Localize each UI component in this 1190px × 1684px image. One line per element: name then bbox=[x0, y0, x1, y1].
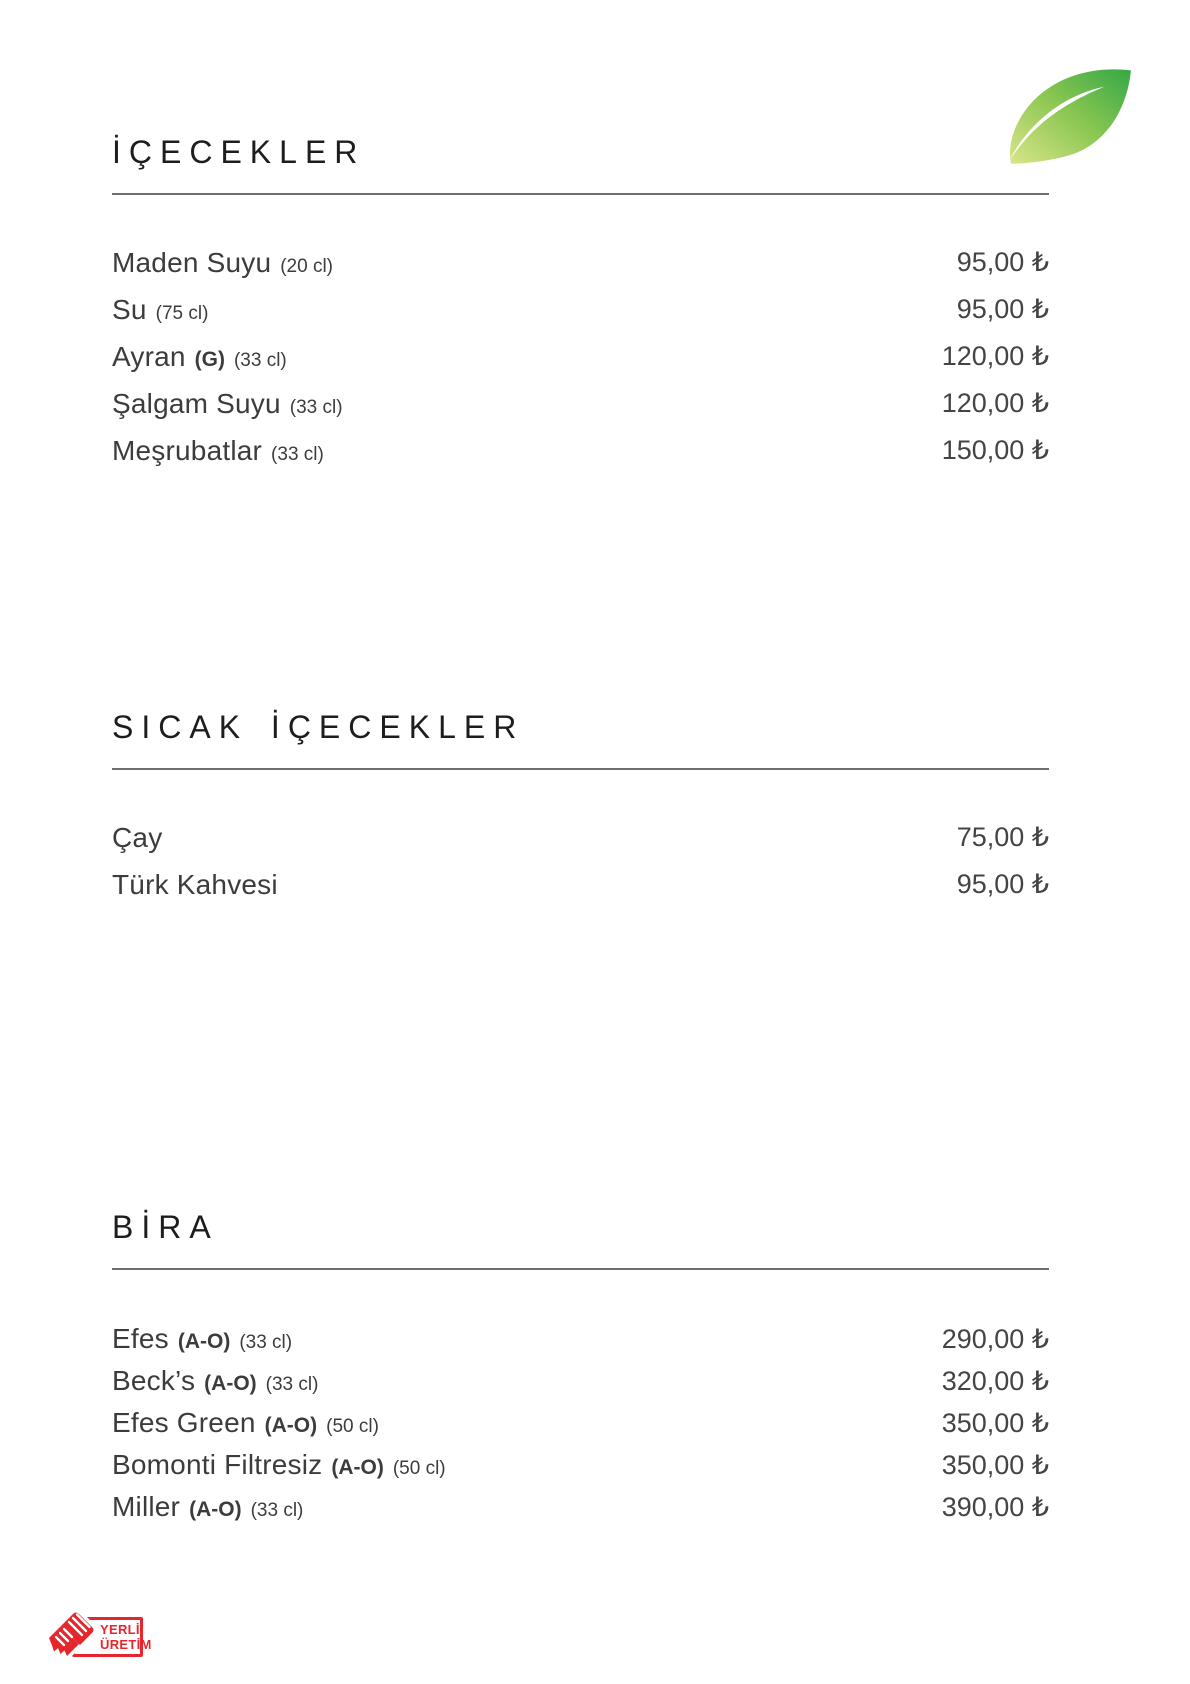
section-divider bbox=[112, 768, 1049, 770]
item-name: Ayran bbox=[112, 340, 186, 372]
item-name: Su bbox=[112, 293, 147, 325]
item-list bbox=[112, 239, 1049, 474]
section-sicak-icecekler bbox=[112, 709, 1049, 908]
item-allergen-tag: (A-O) bbox=[264, 1414, 318, 1437]
item-name: Bomonti Filtresiz bbox=[112, 1449, 323, 1480]
menu-item-row bbox=[112, 1402, 1049, 1444]
item-label bbox=[112, 341, 287, 373]
item-price: 95,00 ₺ bbox=[956, 869, 1049, 899]
item-size: (33 cl) bbox=[265, 1374, 319, 1395]
item-price: 390,00 ₺ bbox=[941, 1491, 1049, 1522]
item-name: Türk Kahvesi bbox=[112, 868, 278, 900]
yerli-uretim-badge bbox=[45, 1612, 152, 1658]
item-name: Efes bbox=[112, 1323, 169, 1354]
section-divider bbox=[112, 193, 1049, 195]
item-size: (33 cl) bbox=[271, 443, 324, 465]
item-allergen-tag: (A-O) bbox=[204, 1372, 257, 1395]
item-price: 120,00 ₺ bbox=[941, 388, 1049, 418]
item-label bbox=[112, 822, 162, 854]
menu-item-row bbox=[112, 1444, 1049, 1486]
item-name: Çay bbox=[112, 821, 163, 853]
item-price: 320,00 ₺ bbox=[941, 1365, 1049, 1396]
item-allergen-tag: (A-O) bbox=[189, 1498, 242, 1521]
item-price: 350,00 ₺ bbox=[941, 1407, 1049, 1438]
item-price: 95,00 ₺ bbox=[956, 294, 1049, 324]
menu-item-row bbox=[112, 333, 1049, 380]
item-size: (33 cl) bbox=[250, 1500, 304, 1521]
item-size: (33 cl) bbox=[289, 396, 343, 418]
section-title: SICAK İÇECEKLER bbox=[112, 709, 525, 745]
section-bira bbox=[112, 1209, 1049, 1528]
menu-item-row bbox=[112, 1360, 1049, 1402]
item-size: (75 cl) bbox=[155, 302, 209, 324]
item-label bbox=[112, 1323, 292, 1355]
item-price: 350,00 ₺ bbox=[941, 1449, 1049, 1480]
menu-item-row bbox=[112, 286, 1049, 333]
item-size: (50 cl) bbox=[326, 1416, 379, 1437]
item-label bbox=[112, 1449, 446, 1481]
item-price: 75,00 ₺ bbox=[956, 822, 1049, 852]
item-name: Miller bbox=[112, 1491, 181, 1522]
item-price: 120,00 ₺ bbox=[941, 341, 1049, 371]
item-label bbox=[112, 388, 343, 420]
section-divider bbox=[112, 1268, 1049, 1270]
menu-item-row bbox=[112, 1486, 1049, 1528]
section-title: BİRA bbox=[112, 1209, 219, 1245]
item-name: Beck’s bbox=[112, 1365, 196, 1396]
item-size: (33 cl) bbox=[239, 1332, 293, 1353]
item-name: Maden Suyu bbox=[112, 246, 272, 278]
menu-item-row bbox=[112, 239, 1049, 286]
item-label bbox=[112, 1491, 303, 1523]
menu-item-row bbox=[112, 861, 1049, 908]
item-price: 290,00 ₺ bbox=[941, 1323, 1049, 1354]
menu-item-row bbox=[112, 380, 1049, 427]
item-label bbox=[112, 294, 208, 326]
section-title: İÇECEKLER bbox=[112, 134, 366, 170]
badge-text-line2: ÜRETİM bbox=[100, 1637, 152, 1652]
item-size: (33 cl) bbox=[233, 349, 287, 371]
item-allergen-tag: (G) bbox=[194, 347, 225, 371]
menu-item-row bbox=[112, 427, 1049, 474]
item-label bbox=[112, 1407, 379, 1439]
item-price: 150,00 ₺ bbox=[941, 435, 1049, 465]
item-list bbox=[112, 814, 1049, 908]
item-list bbox=[112, 1318, 1049, 1528]
item-name: Şalgam Suyu bbox=[112, 387, 281, 419]
item-label bbox=[112, 247, 333, 279]
section-icecekler bbox=[112, 134, 1049, 474]
item-allergen-tag: (A-O) bbox=[331, 1456, 384, 1479]
badge-text-line1: YERLİ bbox=[100, 1622, 140, 1637]
item-label bbox=[112, 869, 278, 901]
menu-item-row bbox=[112, 814, 1049, 861]
menu-item-row bbox=[112, 1318, 1049, 1360]
item-name: Efes Green bbox=[112, 1407, 256, 1438]
item-size: (50 cl) bbox=[392, 1458, 446, 1479]
item-label bbox=[112, 435, 324, 467]
item-label bbox=[112, 1365, 318, 1397]
handshake-icon bbox=[45, 1609, 99, 1661]
item-size: (20 cl) bbox=[280, 255, 334, 277]
item-name: Meşrubatlar bbox=[112, 434, 263, 466]
item-price: 95,00 ₺ bbox=[956, 247, 1049, 277]
item-allergen-tag: (A-O) bbox=[177, 1330, 231, 1353]
